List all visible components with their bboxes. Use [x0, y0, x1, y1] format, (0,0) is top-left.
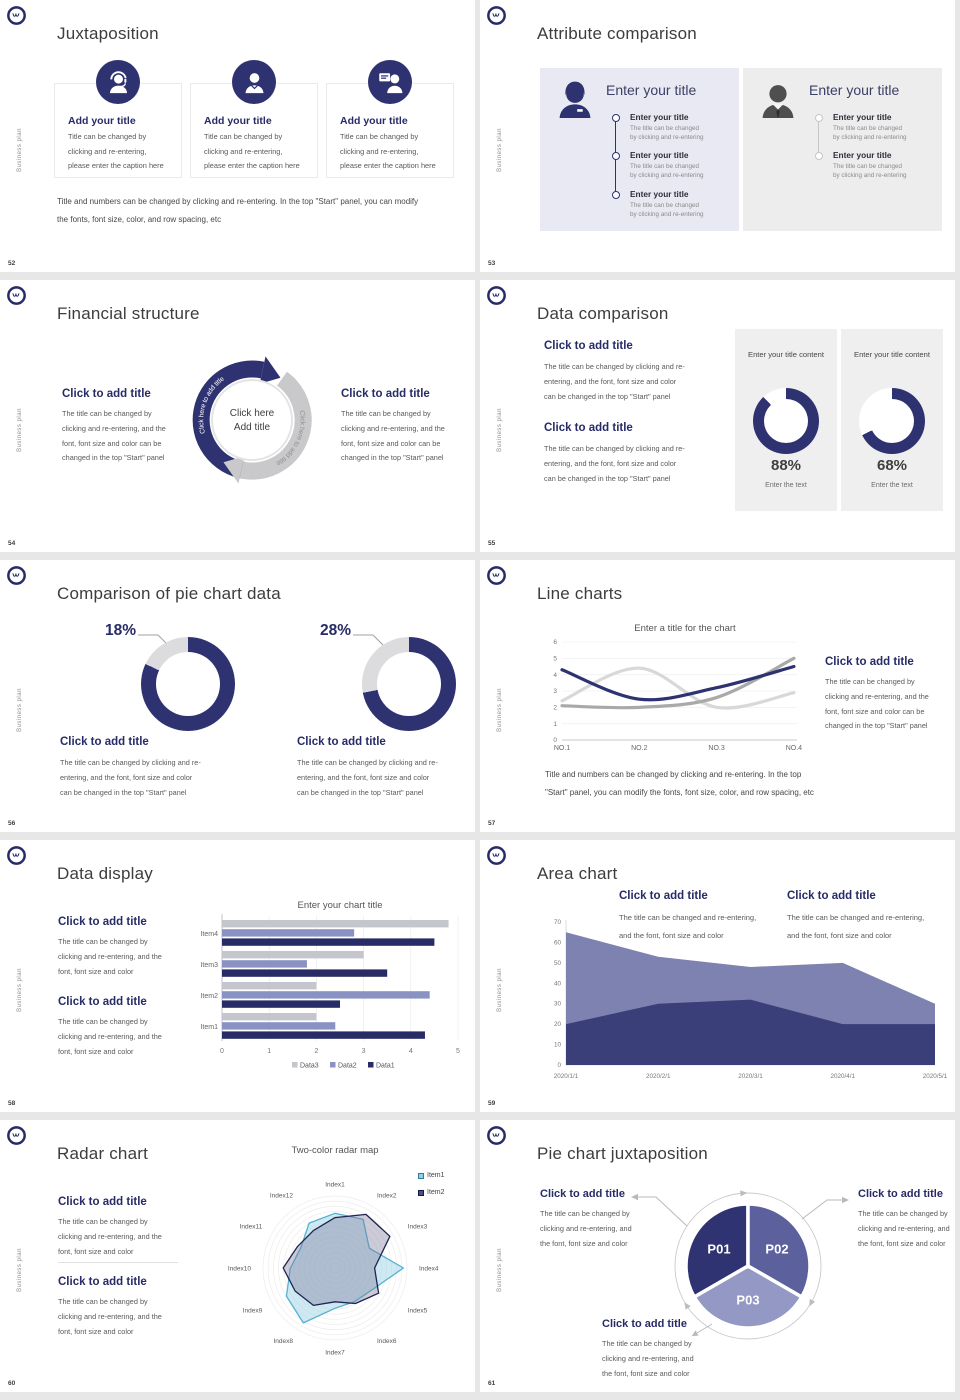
slide-footer-text: Title and numbers can be changed by clicking and re-entering. In the top "Start" panel, you can modify the fonts, font size, color, and row spacing, etc	[57, 197, 419, 224]
percent-callout: 28%	[319, 622, 351, 639]
text-block: Click to add title The title can be changed by clicking and re-entering, and the font, font size and color	[58, 996, 162, 1056]
businessman-icon	[232, 60, 276, 104]
arc-label: Click here to add title	[198, 375, 226, 435]
svg-text:NO.3: NO.3	[708, 745, 725, 752]
text-block: Click to add title The title can be changed by clicking and re- entering, and the font, font size and color can be changed in the top "Start" panel	[544, 422, 685, 483]
svg-text:Index1: Index1	[325, 1181, 345, 1189]
legend-item: Item2	[418, 1189, 445, 1196]
svg-text:Index8: Index8	[273, 1338, 293, 1346]
area-chart	[535, 910, 948, 1085]
text-block: Click to add title The title can be changed by clicking and re- entering, and the font, font size and color can be changed in the top "Start" panel	[60, 736, 201, 797]
emblem-seal-icon	[7, 846, 26, 865]
text-block: Click to add title The title can be changed by clicking and re-entering, and the font, font size and color can be changed in the top "Start" panel	[341, 388, 445, 463]
slide-56[interactable]	[0, 560, 475, 832]
svg-text:1: 1	[267, 1048, 272, 1055]
svg-text:NO.1: NO.1	[553, 745, 571, 752]
legend-item: Item1	[418, 1172, 445, 1179]
svg-text:Index12: Index12	[269, 1192, 293, 1200]
timeline-dot	[815, 114, 823, 122]
timeline-item: Enter your title The title can be changed by clicking and re-entering	[630, 189, 704, 219]
card-heading: Enter your title content	[854, 350, 930, 359]
pie-label: P01	[707, 1241, 731, 1257]
svg-text:3: 3	[361, 1048, 366, 1055]
divider	[58, 1262, 178, 1263]
text-block: Click to add title The title can be changed by clicking and re-entering, and the font, font size and color	[602, 1318, 694, 1378]
svg-text:10: 10	[553, 1041, 561, 1049]
slide-57[interactable]	[480, 560, 955, 832]
text-block: Click to add title The title can be changed by clicking and re-entering, and the font, font size and color	[540, 1188, 632, 1248]
slide-61[interactable]	[480, 1120, 955, 1392]
svg-text:4: 4	[553, 671, 557, 679]
vertical-brand-text: Business plan	[17, 1248, 23, 1292]
emblem-seal-icon	[7, 286, 26, 305]
text-block: Click to add title The title can be changed by clicking and re-entering, and the font, font size and color	[58, 1196, 162, 1256]
svg-text:2020/4/1: 2020/4/1	[830, 1073, 856, 1080]
slide-54[interactable]	[0, 280, 475, 552]
slide-title: Data comparison	[537, 304, 669, 324]
slide-footer-text: Title and numbers can be changed by clicking and re-entering. In the top "Start" panel, you can modify the fonts, font size, color, and row spacing, etc	[545, 770, 814, 797]
text-block: Click to add title The title can be changed by clicking and re- entering, and the font, font size and color can be changed in the top "Start" panel	[544, 340, 685, 401]
donut-chart	[753, 388, 819, 454]
feature-card[interactable]: Add your title Title can be changed by clicking and re-entering, please enter the caption here	[326, 83, 454, 178]
emblem-seal-icon	[487, 846, 506, 865]
svg-text:Index6: Index6	[377, 1338, 397, 1346]
text-block: Click to add title The title can be changed by clicking and re-entering, and the font, font size and color	[58, 1276, 162, 1336]
chart-title: Two-color radar map	[291, 1145, 379, 1156]
svg-text:0: 0	[220, 1048, 224, 1055]
svg-text:0: 0	[557, 1062, 561, 1069]
timeline-dot	[612, 191, 620, 199]
slide-title: Comparison of pie chart data	[57, 584, 281, 604]
bar-chart	[198, 912, 475, 1077]
vertical-brand-text: Business plan	[497, 968, 503, 1012]
slide-title: Attribute comparison	[537, 24, 697, 44]
timeline-item: Enter your title The title can be changed by clicking and re-entering	[833, 150, 907, 180]
stat-caption: Enter the text	[765, 482, 807, 489]
svg-text:Data2: Data2	[338, 1062, 357, 1070]
businessman-suit-icon	[756, 77, 800, 123]
legend-swatch	[418, 1190, 424, 1196]
panel-heading: Enter your title	[606, 82, 697, 98]
pie-label: P02	[765, 1241, 789, 1257]
slide-title: Pie chart juxtaposition	[537, 1144, 708, 1164]
panel-heading: Enter your title	[809, 82, 900, 98]
svg-text:Index10: Index10	[227, 1265, 251, 1273]
text-block: Click to add title The title can be changed by clicking and re- entering, and the font, font size and color can be changed in the top "Start" panel	[297, 736, 438, 797]
businesswoman-icon	[553, 77, 597, 123]
emblem-seal-icon	[7, 1126, 26, 1145]
slide-60[interactable]	[0, 1120, 475, 1392]
svg-text:Item3: Item3	[200, 962, 218, 969]
stat-caption: Enter the text	[871, 482, 913, 489]
slide-58[interactable]	[0, 840, 475, 1112]
text-block: Click to add title The title can be changed by clicking and re-entering, and the font, font size and color	[58, 916, 162, 976]
center-label: Click here	[229, 408, 275, 419]
svg-text:2020/3/1: 2020/3/1	[738, 1073, 763, 1080]
arrowhead-icon	[260, 356, 281, 383]
page-number: 55	[488, 540, 496, 547]
comparison-panel-left[interactable]	[540, 68, 739, 231]
emblem-seal-icon	[487, 286, 506, 305]
slide-55[interactable]	[480, 280, 955, 552]
svg-text:Index2: Index2	[377, 1192, 397, 1200]
timeline-item: Enter your title The title can be changed by clicking and re-entering	[630, 112, 704, 142]
timeline-dot	[612, 152, 620, 160]
slide-53[interactable]	[480, 0, 955, 272]
timeline-line	[818, 117, 819, 155]
card-title: Add your title	[340, 115, 408, 127]
slide-title: Juxtaposition	[57, 24, 159, 44]
line-chart	[542, 628, 812, 763]
svg-text:Index7: Index7	[325, 1349, 345, 1357]
vertical-brand-text: Business plan	[17, 688, 23, 732]
page-number: 56	[8, 820, 16, 827]
comparison-panel-right[interactable]	[743, 68, 942, 231]
svg-text:Index5: Index5	[407, 1307, 428, 1315]
svg-text:2020/5/1: 2020/5/1	[922, 1073, 948, 1080]
legend-swatch	[418, 1173, 424, 1179]
svg-text:Item4: Item4	[200, 931, 218, 938]
emblem-seal-icon	[7, 6, 26, 25]
timeline-item: Enter your title The title can be changed by clicking and re-entering	[833, 112, 907, 142]
emblem-seal-icon	[7, 566, 26, 585]
pie-label: P03	[736, 1292, 760, 1308]
card-heading: Enter your title content	[748, 350, 824, 359]
vertical-brand-text: Business plan	[497, 128, 503, 172]
text-block: Click to add title The title can be changed and re-entering, and the font, font size and color	[787, 890, 925, 940]
svg-text:Index11: Index11	[239, 1223, 263, 1231]
text-block: Click to add title The title can be changed by clicking and re-entering, and the font, font size and color can be changed in the top "Start" panel	[62, 388, 166, 463]
svg-text:50: 50	[553, 959, 561, 967]
percent-callout: 18%	[104, 622, 136, 639]
presenter-icon	[368, 60, 412, 104]
svg-text:40: 40	[553, 980, 561, 988]
chart-title: Enter a title for the chart	[634, 623, 736, 634]
svg-text:5: 5	[456, 1048, 460, 1055]
timeline-dot	[612, 114, 620, 122]
svg-text:Item1: Item1	[200, 1024, 218, 1031]
slide-title: Area chart	[537, 864, 618, 884]
vertical-brand-text: Business plan	[17, 408, 23, 452]
svg-text:2020/2/1: 2020/2/1	[645, 1073, 671, 1080]
page-number: 54	[8, 540, 16, 547]
slide-title: Line charts	[537, 584, 623, 604]
page-number: 61	[488, 1380, 496, 1387]
card-title: Add your title	[204, 115, 272, 127]
vertical-brand-text: Business plan	[497, 1248, 503, 1292]
svg-text:Index9: Index9	[242, 1307, 263, 1315]
svg-text:2020/1/1: 2020/1/1	[553, 1073, 579, 1080]
stat-card[interactable]	[735, 329, 837, 511]
donut-chart	[859, 388, 925, 454]
emblem-seal-icon	[487, 566, 506, 585]
text-block: Click to add title The title can be changed by clicking and re-entering, and the font, font size and color	[858, 1188, 950, 1248]
svg-text:Data1: Data1	[376, 1062, 395, 1070]
slide-title: Financial structure	[57, 304, 200, 324]
vertical-brand-text: Business plan	[17, 128, 23, 172]
svg-text:Index3: Index3	[407, 1223, 428, 1231]
stat-value: 88%	[770, 457, 802, 474]
page-number: 58	[8, 1100, 16, 1107]
svg-text:1: 1	[553, 720, 557, 728]
feature-card[interactable]: Add your title Title can be changed by clicking and re-entering, please enter the caption here	[54, 83, 182, 178]
emblem-seal-icon	[487, 6, 506, 25]
page-number: 60	[8, 1380, 16, 1387]
arc-label: Click here to add title	[274, 410, 306, 467]
stat-card[interactable]	[841, 329, 943, 511]
svg-text:60: 60	[553, 939, 561, 947]
svg-text:5: 5	[553, 655, 557, 663]
page-number: 57	[488, 820, 496, 827]
feature-card[interactable]: Add your title Title can be changed by clicking and re-entering, please enter the caption here	[190, 83, 318, 178]
svg-text:20: 20	[553, 1021, 561, 1029]
svg-text:Item2: Item2	[200, 993, 218, 1000]
stat-value: 68%	[876, 457, 908, 474]
page-number: 52	[8, 260, 16, 267]
svg-text:0: 0	[553, 737, 557, 745]
svg-text:2: 2	[553, 704, 557, 712]
donut-chart	[362, 637, 456, 731]
svg-text:3: 3	[553, 688, 557, 696]
support-agent-icon	[96, 60, 140, 104]
text-block: Click to add title The title can be changed by clicking and re-entering, and the font, font size and color can be changed in the top "Start" panel	[825, 656, 929, 731]
vertical-brand-text: Business plan	[497, 688, 503, 732]
slide-title: Data display	[57, 864, 153, 884]
svg-text:4: 4	[408, 1048, 413, 1055]
donut-chart	[141, 637, 235, 731]
page-number: 53	[488, 260, 496, 267]
card-title: Add your title	[68, 115, 136, 127]
svg-text:70: 70	[553, 919, 561, 927]
arrowhead-icon	[842, 1197, 849, 1203]
page-number: 59	[488, 1100, 496, 1107]
arrowhead-icon	[631, 1194, 638, 1200]
svg-text:NO.4: NO.4	[785, 745, 803, 752]
connector-lines	[480, 1120, 955, 1392]
vertical-brand-text: Business plan	[17, 968, 23, 1012]
svg-text:Data3: Data3	[300, 1062, 319, 1070]
vertical-brand-text: Business plan	[497, 408, 503, 452]
svg-text:2: 2	[314, 1048, 319, 1055]
text-block: Click to add title The title can be changed and re-entering, and the font, font size and color	[619, 890, 757, 940]
center-label: Add title	[233, 422, 271, 433]
timeline-dot	[815, 152, 823, 160]
slide-52[interactable]	[0, 0, 475, 272]
slide-59[interactable]	[480, 840, 955, 1112]
svg-text:6: 6	[553, 639, 557, 647]
chart-title: Enter your chart title	[297, 900, 383, 911]
svg-text:Index4: Index4	[419, 1265, 439, 1273]
cycle-arrows-diagram	[185, 335, 325, 515]
svg-text:NO.2: NO.2	[631, 745, 648, 752]
slide-title: Radar chart	[57, 1144, 149, 1164]
svg-text:30: 30	[553, 1000, 561, 1008]
timeline-item: Enter your title The title can be changed by clicking and re-entering	[630, 150, 704, 180]
